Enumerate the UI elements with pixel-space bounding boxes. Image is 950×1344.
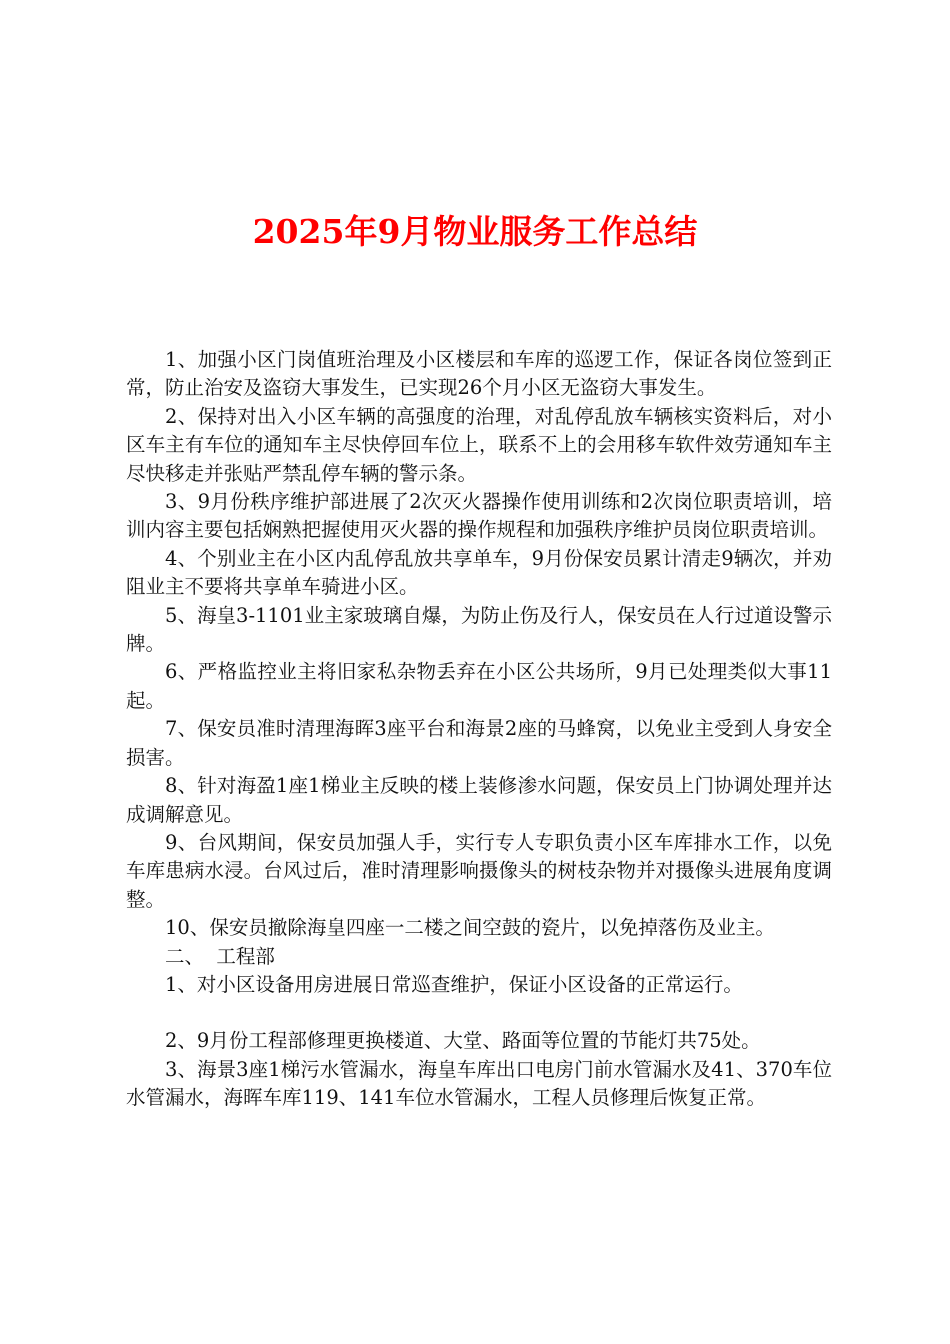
paragraph-security-8: 8、针对海盈1座1梯业主反映的楼上装修渗水问题，保安员上门协调处理并达成调解意见。: [126, 774, 832, 826]
paragraph-security-9: 9、台风期间，保安员加强人手，实行专人专职负责小区车库排水工作，以免车库患病水浸。台风过后，准时清理影响摄像头的树枝杂物并对摄像头进展角度调整。: [126, 830, 832, 911]
section-heading-engineering: 二、 工程部: [165, 944, 275, 968]
paragraph-security-6: 6、严格监控业主将旧家私杂物丢弃在小区公共场所，9月已处理类似大事11起。: [126, 660, 832, 712]
paragraph-security-7: 7、保安员准时清理海晖3座平台和海景2座的马蜂窝，以免业主受到人身安全损害。: [126, 717, 832, 769]
document-body: [126, 346, 832, 1113]
paragraph-security-10: 10、保安员撤除海皇四座一二楼之间空鼓的瓷片，以免掉落伤及业主。: [165, 916, 775, 940]
paragraph-security-5: 5、海皇3-1101业主家玻璃自爆，为防止伤及行人，保安员在人行过道设警示牌。: [126, 603, 832, 656]
document-title: 2025年9月物业服务工作总结: [252, 212, 698, 251]
paragraph-security-4: 4、个别业主在小区内乱停乱放共享单车，9月份保安员累计清走9辆次，并劝阻业主不要将共享单车骑进小区。: [126, 546, 832, 599]
paragraph-security-3: 3、9月份秩序维护部进展了2次灭火器操作使用训练和2次岗位职责培训，培训内容主要包括娴熟把握使用灭火器的操作规程和加强秩序维护员岗位职责培训。: [126, 490, 832, 542]
paragraph-security-2: 2、保持对出入小区车辆的高强度的治理，对乱停乱放车辆核实资料后，对小区车主有车位的通知车主尽快停回车位上，联系不上的会用移车软件效劳通知车主尽快移走并张贴严禁乱停车辆的警示条。: [126, 404, 832, 485]
paragraph-security-1: 1、加强小区门岗值班治理及小区楼层和车库的巡逻工作，保证各岗位签到正常，防止治安及盗窃大事发生，已实现26个月小区无盗窃大事发生。: [126, 348, 832, 400]
paragraph-engineering-2: 2、9月份工程部修理更换楼道、大堂、路面等位置的节能灯共75处。: [165, 1029, 761, 1053]
paragraph-engineering-1: 1、对小区设备用房进展日常巡查维护，保证小区设备的正常运行。: [165, 972, 743, 996]
paragraph-engineering-3: 3、海景3座1梯污水管漏水，海皇车库出口电房门前水管漏水及41、370车位水管漏水，海晖车库119、141车位水管漏水，工程人员修理后恢复正常。: [126, 1057, 832, 1110]
